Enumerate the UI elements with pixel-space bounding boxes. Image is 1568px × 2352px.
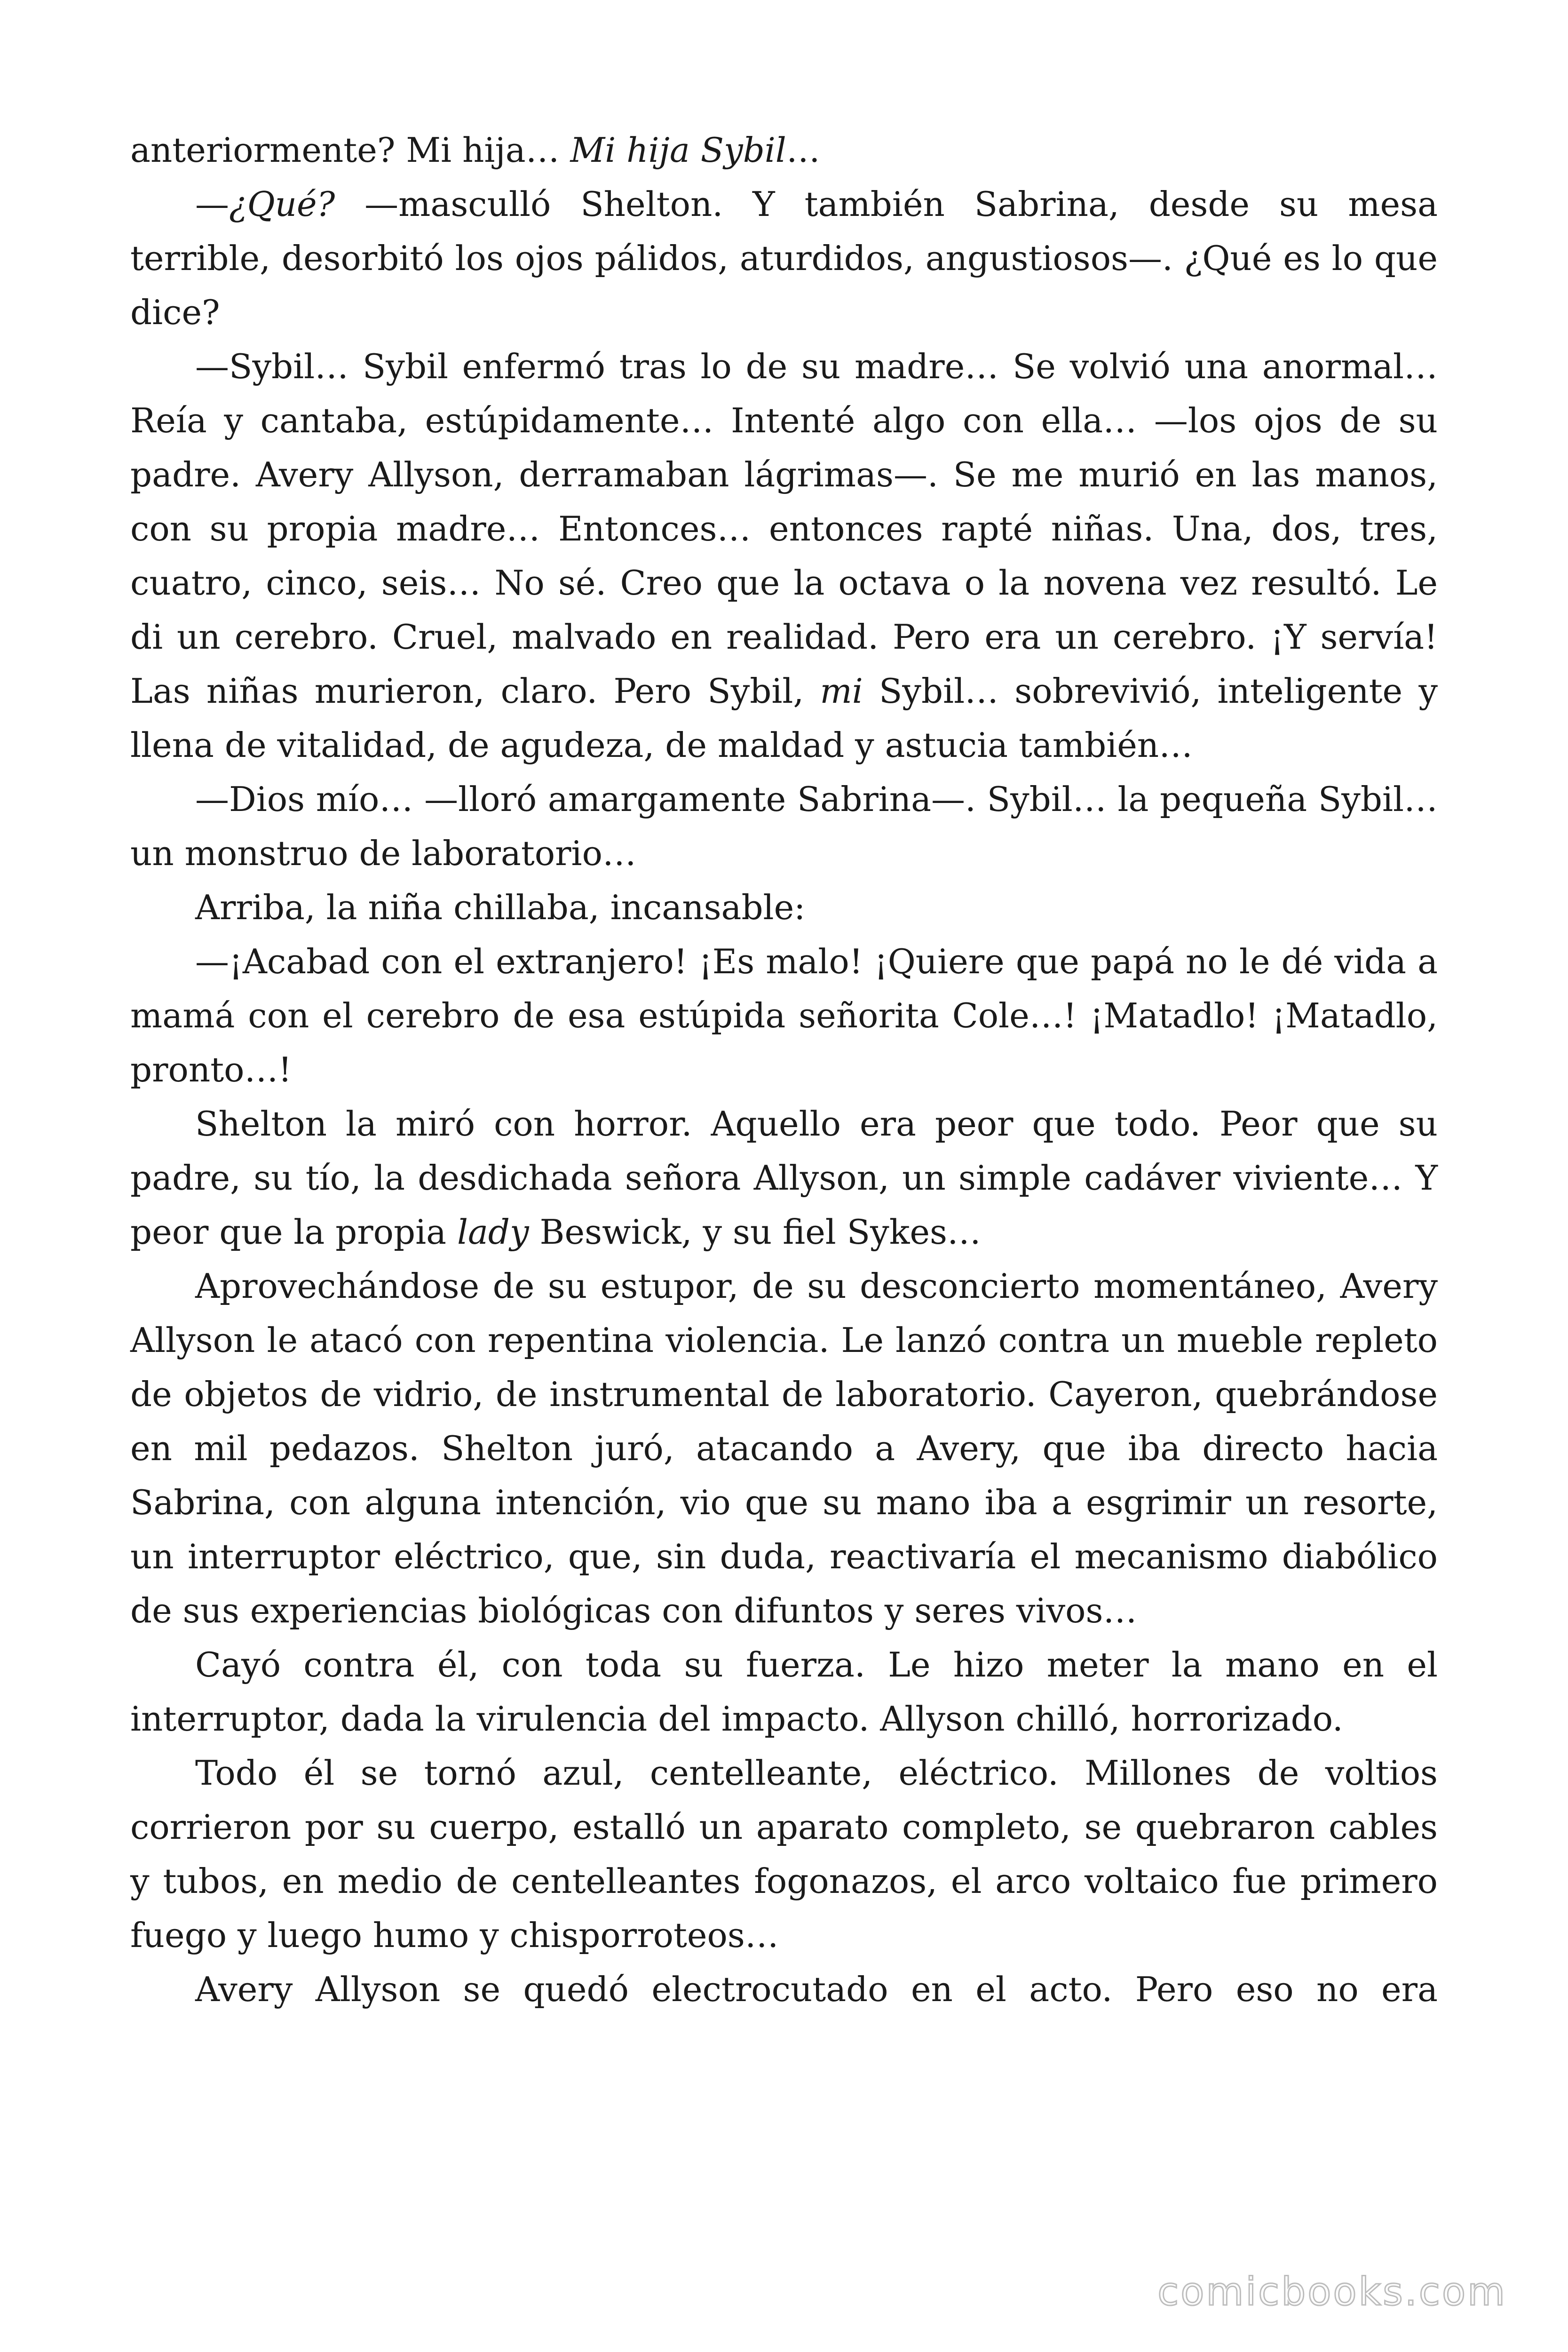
page-text bbox=[130, 123, 1438, 2017]
paragraph-text: Avery Allyson se quedó electrocutado en el acto. Pero eso no era bbox=[195, 1970, 1438, 2009]
paragraph bbox=[130, 1259, 1438, 1638]
watermark: comicbooks.com bbox=[1157, 2270, 1507, 2314]
paragraph bbox=[130, 123, 1438, 177]
paragraph bbox=[130, 1963, 1438, 2017]
paragraph bbox=[130, 340, 1438, 772]
paragraph-text: Shelton la miró con horror. Aquello era peor que todo. Peor que su padre, su tío, la desdichada señora Allyson, un simple cadáver viviente… Y peor que la propia bbox=[130, 1104, 1438, 1252]
paragraph-text: Arriba, la niña chillaba, incansable: bbox=[195, 888, 806, 927]
paragraph bbox=[130, 772, 1438, 881]
paragraph bbox=[130, 1097, 1438, 1259]
paragraph bbox=[130, 935, 1438, 1097]
paragraph-text: —masculló Shelton. Y también Sabrina, desde su mesa terrible, desorbitó los ojos pálidos, aturdidos, angustiosos—. ¿Qué es lo que dice? bbox=[130, 184, 1438, 332]
paragraph-text: —Sybil… Sybil enfermó tras lo de su madre… Se volvió una anormal… Reía y cantaba, estúpidamente… Intenté algo con ella… —los ojos de su padre. Avery Allyson, derramaban lágrimas—. Se me murió en las manos, con su propia madre… Entonces… entonces rapté niñas. Una, dos, tres, cuatro, cinco, seis… No sé. Creo que la octava o la novena vez resultó. Le di un cerebro. Cruel, malvado en realidad. Pero era un cerebro. ¡Y servía! Las niñas murieron, claro. Pero Sybil, bbox=[130, 347, 1438, 711]
paragraph-text: Beswick, y su fiel Sykes… bbox=[529, 1212, 981, 1252]
paragraph-text-italic: lady bbox=[457, 1212, 529, 1252]
paragraph-text: —¡Acabad con el extranjero! ¡Es malo! ¡Quiere que papá no le dé vida a mamá con el cerebro de esa estúpida señorita Cole…! ¡Matadlo! ¡Matadlo, pronto…! bbox=[130, 942, 1438, 1089]
paragraph bbox=[130, 1638, 1438, 1746]
paragraph-text: Todo él se tornó azul, centelleante, eléctrico. Millones de voltios corrieron por su cuerpo, estalló un aparato completo, se quebraron cables y tubos, en medio de centelleantes fogonazos, el arco voltaico fue primero fuego y luego humo y chisporroteos… bbox=[130, 1753, 1438, 1955]
paragraph bbox=[130, 177, 1438, 340]
paragraph bbox=[130, 881, 1438, 935]
paragraph-text-italic: mi bbox=[820, 671, 863, 711]
paragraph-text: Sybil… sobrevivió, inteligente y llena de vitalidad, de agudeza, de maldad y astucia también… bbox=[130, 671, 1438, 765]
paragraph-text-italic: Mi hija Sybil bbox=[570, 130, 786, 170]
paragraph bbox=[130, 1746, 1438, 1963]
paragraph-text: Aprovechándose de su estupor, de su desconcierto momentáneo, Avery Allyson le atacó con repentina violencia. Le lanzó contra un mueble repleto de objetos de vidrio, de instrumental de laboratorio. Cayeron, quebrándose en mil pedazos. Shelton juró, atacando a Avery, que iba directo hacia Sabrina, con alguna intención, vio que su mano iba a esgrimir un resorte, un interruptor eléctrico, que, sin duda, reactivaría el mecanismo diabólico de sus experiencias biológicas con difuntos y seres vivos… bbox=[130, 1266, 1438, 1630]
paragraph-text: — bbox=[195, 184, 229, 224]
paragraph-text: anteriormente? Mi hija… bbox=[130, 130, 570, 170]
paragraph-text-italic: ¿Qué? bbox=[229, 184, 335, 224]
paragraph-text: —Dios mío… —lloró amargamente Sabrina—. Sybil… la pequeña Sybil… un monstruo de laboratorio… bbox=[130, 779, 1438, 873]
paragraph-text: Cayó contra él, con toda su fuerza. Le hizo meter la mano en el interruptor, dada la virulencia del impacto. Allyson chilló, horrorizado. bbox=[130, 1645, 1438, 1739]
paragraph-text: … bbox=[786, 130, 820, 170]
